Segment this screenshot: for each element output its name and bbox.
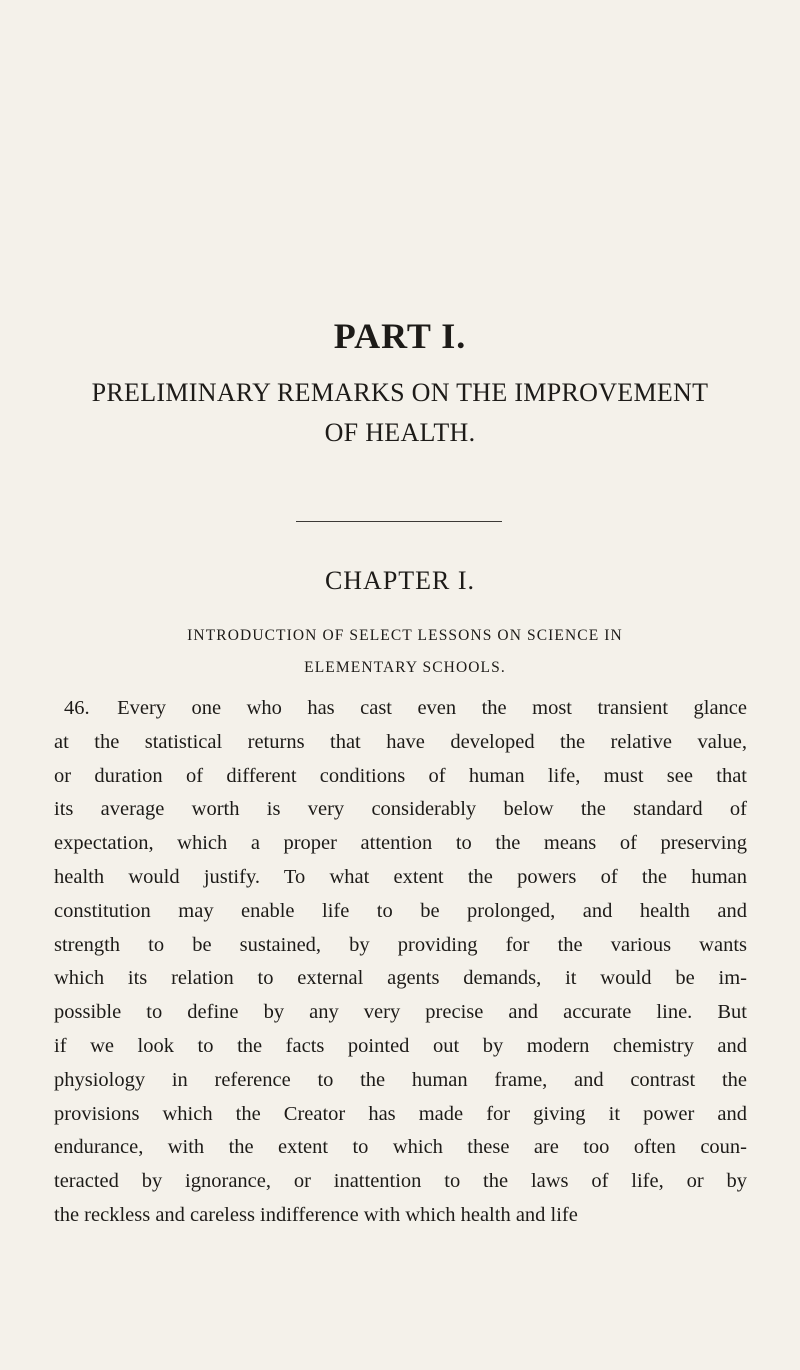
section-title-line: OF HEALTH. xyxy=(324,418,476,447)
paragraph-line: endurance, with the extent to which these are too often coun- xyxy=(54,1136,747,1159)
chapter-title: CHAPTER I. xyxy=(324,566,476,595)
paragraph-line: which its relation to external agents demands, it would be im- xyxy=(54,967,747,990)
paragraph-number: 46. xyxy=(64,697,90,719)
paragraph-line: or duration of different conditions of human life, must see that xyxy=(54,764,747,787)
paragraph-line xyxy=(54,692,747,726)
paragraph-line: strength to be sustained, by providing for the various wants xyxy=(54,933,747,956)
paragraph-line: physiology in reference to the human frame, and contrast the xyxy=(54,1068,747,1091)
part-title: PART I. xyxy=(333,316,467,356)
paragraph-46 xyxy=(54,692,747,1233)
chapter-subtitle-line: INTRODUCTION OF SELECT LESSONS ON SCIENCE IN xyxy=(187,627,623,644)
paragraph-line: its average worth is very considerably below the standard of xyxy=(54,798,747,821)
paragraph-line-text: Every one who has cast even the most transient glance xyxy=(117,697,747,719)
paragraph-line: health would justify. To what extent the powers of the human xyxy=(54,865,747,888)
paragraph-line: provisions which the Creator has made for giving it power and xyxy=(54,1102,747,1125)
horizontal-rule xyxy=(296,521,502,522)
paragraph-line: if we look to the facts pointed out by modern chemistry and xyxy=(54,1034,747,1057)
paragraph-line: expectation, which a proper attention to the means of preserving xyxy=(54,832,747,855)
paragraph-line: constitution may enable life to be prolonged, and health and xyxy=(54,899,747,922)
section-title xyxy=(60,373,740,453)
paragraph-line: the reckless and careless indifference with which health and life xyxy=(54,1203,578,1226)
section-title-line: PRELIMINARY REMARKS ON THE IMPROVEMENT xyxy=(91,378,709,407)
paragraph-line: possible to define by any very precise and accurate line. But xyxy=(54,1001,747,1024)
paragraph-line: at the statistical returns that have developed the relative value, xyxy=(54,730,747,753)
paragraph-line: teracted by ignorance, or inattention to the laws of life, or by xyxy=(54,1170,747,1193)
chapter-subtitle-line: ELEMENTARY SCHOOLS. xyxy=(304,659,506,676)
chapter-subtitle xyxy=(50,620,760,684)
